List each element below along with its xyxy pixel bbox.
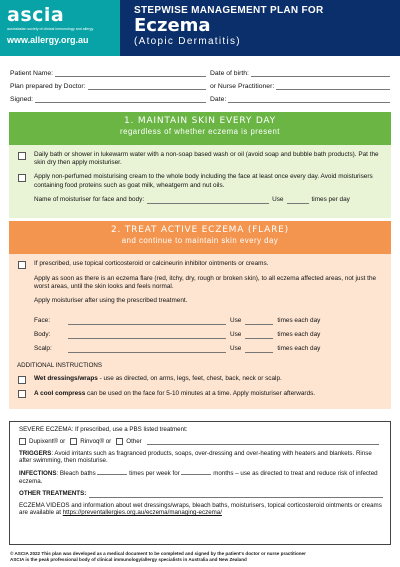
nurse-practitioner-field[interactable] bbox=[276, 82, 390, 90]
flare-instruction: Apply as soon as there is an eczema flare (red, itchy, dry, rough or broken skin), to all eczema affected areas, not just the worst areas, until the skin looks and feels normal. bbox=[34, 274, 377, 290]
page-title: Eczema bbox=[134, 15, 211, 36]
patient-name-field[interactable] bbox=[55, 69, 206, 77]
other-label: Other bbox=[126, 437, 142, 445]
use-label: Use bbox=[272, 195, 284, 203]
bleach-months-field[interactable] bbox=[181, 469, 211, 475]
checklist-item bbox=[18, 390, 381, 399]
title-subtitle: (Atopic Dermatitis) bbox=[134, 36, 241, 47]
infections-label: INFECTIONS bbox=[19, 470, 57, 478]
wet-dressings-text: - use as directed, on arms, legs, feet, chest, back, neck or scalp. bbox=[97, 375, 282, 383]
moisturiser-name-field[interactable] bbox=[147, 198, 269, 204]
footer-copyright: © ASCIA 2022 This plan was developed as a medical document to be completed and signed by the patient's doctor or nurse practitioner bbox=[10, 551, 306, 556]
body-row bbox=[18, 325, 381, 339]
ascia-brand bbox=[0, 0, 120, 56]
dupixent-option[interactable] bbox=[19, 438, 65, 446]
infections-text: months – use as directed to treat and reduce risk of infected eczema. bbox=[19, 470, 378, 485]
bleach-baths-label: : Bleach baths bbox=[56, 470, 96, 478]
section-2-header bbox=[9, 221, 391, 254]
section-1-header bbox=[9, 112, 391, 145]
times-each-day-label: times each day bbox=[277, 344, 321, 352]
other-treatments-label: OTHER TREATMENTS: bbox=[19, 489, 87, 497]
section-treat-eczema bbox=[9, 221, 391, 409]
severe-eczema-title: SEVERE ECZEMA: If prescribed, use a PBS listed treatment: bbox=[19, 426, 188, 433]
rinvoq-checkbox[interactable] bbox=[70, 438, 77, 445]
times-per-day-label: times per day bbox=[311, 195, 350, 203]
doctor-field[interactable] bbox=[88, 82, 206, 90]
moisturiser-name-label: Name of moisturiser for face and body: bbox=[34, 195, 145, 203]
header bbox=[0, 0, 400, 56]
section-1-subtitle: regardless of whether eczema is present bbox=[120, 127, 280, 136]
patient-fields bbox=[10, 64, 390, 103]
checklist-item bbox=[18, 375, 381, 384]
moisturiser-frequency-field[interactable] bbox=[287, 198, 309, 204]
wet-dressings-label: Wet dressings/wraps bbox=[34, 375, 98, 383]
additional-instructions bbox=[18, 362, 381, 398]
face-frequency-field[interactable] bbox=[245, 319, 273, 325]
date-field[interactable] bbox=[228, 95, 390, 103]
scalp-label: Scalp: bbox=[34, 344, 52, 352]
face-treatment-field[interactable] bbox=[68, 319, 226, 325]
bath-checkbox[interactable] bbox=[18, 152, 26, 160]
section-2-subtitle: and continue to maintain skin every day bbox=[121, 236, 279, 245]
corticosteroid-instruction: If prescribed, use topical corticosteroid or calcineurin inhibitor ointments or creams. bbox=[34, 260, 269, 267]
other-treatment-field[interactable] bbox=[147, 439, 379, 445]
rinvoq-label: Rinvoq® or bbox=[80, 437, 112, 445]
use-label: Use bbox=[230, 316, 242, 324]
footer-ascia-note: ASCIA is the peak professional body of clinical immunology/allergy specialists in Australia and New Zealand bbox=[10, 556, 247, 562]
doctor-label: Plan prepared by Doctor: bbox=[10, 83, 86, 90]
section-maintain-skin bbox=[9, 112, 391, 218]
scalp-frequency-field[interactable] bbox=[245, 347, 273, 353]
moisturiser-checkbox[interactable] bbox=[18, 174, 26, 182]
other-option[interactable] bbox=[116, 438, 141, 446]
triggers-text: : Avoid irritants such as fragranced products, soaps, over-dressing and over-heating with heaters and blankets. Rinse after swimming, then moisturise. bbox=[19, 449, 372, 465]
face-label: Face: bbox=[34, 316, 50, 324]
signed-field[interactable] bbox=[35, 95, 206, 103]
after-treatment-instruction: Apply moisturiser after using the prescribed treatment. bbox=[34, 296, 188, 304]
times-per-week-label: times per week for bbox=[129, 470, 180, 478]
title-block bbox=[120, 0, 400, 56]
date-label: Date: bbox=[210, 96, 227, 103]
use-label: Use bbox=[230, 330, 242, 338]
bleach-frequency-field[interactable] bbox=[97, 469, 127, 475]
other-checkbox[interactable] bbox=[116, 438, 123, 445]
dupixent-checkbox[interactable] bbox=[19, 438, 26, 445]
bath-instruction: Daily bath or shower in lukewarm water with a non-soap based wash or oil (avoid soap and bubble bath products). Pat the skin dry then apply moisturiser. bbox=[34, 151, 379, 167]
dob-label: Date of birth: bbox=[210, 70, 249, 77]
use-label: Use bbox=[230, 344, 242, 352]
cool-compress-checkbox[interactable] bbox=[18, 390, 26, 398]
ascia-logo: ascia bbox=[7, 4, 65, 26]
ascia-tagline: australasian society of clinical immunology and allergy bbox=[7, 27, 94, 31]
other-treatments-field[interactable] bbox=[89, 492, 383, 498]
triggers-label: TRIGGERS bbox=[19, 449, 52, 457]
footer bbox=[10, 551, 390, 562]
cool-compress-label: A cool compress bbox=[34, 389, 86, 397]
face-row bbox=[18, 311, 381, 325]
patient-name-label: Patient Name: bbox=[10, 70, 54, 77]
eczema-info-link[interactable]: https://preventallergies.org.au/eczema/managing-eczema/ bbox=[62, 509, 222, 517]
title-top: STEPWISE MANAGEMENT PLAN FOR bbox=[134, 5, 324, 16]
cool-compress-text: can be used on the face for 5-10 minutes at a time. Apply moisturiser afterwards. bbox=[85, 389, 316, 397]
dob-field[interactable] bbox=[251, 69, 390, 77]
section-2-title: 2. TREAT ACTIVE ECZEMA (FLARE) bbox=[111, 225, 289, 235]
scalp-row bbox=[18, 339, 381, 353]
body-frequency-field[interactable] bbox=[245, 333, 273, 339]
checklist-item bbox=[18, 151, 381, 167]
videos-text: ECZEMA VIDEOS and information about wet dressings/wraps, bleach baths, moisturisers, topical corticosteroid ointments or creams are available at bbox=[19, 501, 382, 517]
section-1-title: 1. MAINTAIN SKIN EVERY DAY bbox=[124, 116, 276, 126]
body-treatment-field[interactable] bbox=[68, 333, 226, 339]
additional-instructions-title: ADDITIONAL INSTRUCTIONS bbox=[17, 362, 103, 370]
nurse-practitioner-label: or Nurse Practitioner: bbox=[210, 83, 275, 90]
times-each-day-label: times each day bbox=[277, 330, 321, 338]
checklist-item bbox=[18, 173, 381, 189]
scalp-treatment-field[interactable] bbox=[68, 347, 226, 353]
moisturiser-instruction: Apply non-perfumed moisturising cream to the whole body including the face at least once every day. Avoid moisturisers containing food proteins such as goat milk, wheatgerm and nut oils. bbox=[34, 173, 373, 189]
ascia-website[interactable]: www.allergy.org.au bbox=[7, 35, 89, 45]
dupixent-label: Dupixent® or bbox=[29, 437, 66, 445]
rinvoq-option[interactable] bbox=[70, 438, 111, 446]
severe-eczema-box bbox=[9, 421, 391, 545]
signed-label: Signed: bbox=[10, 96, 34, 103]
wet-dressings-checkbox[interactable] bbox=[18, 376, 26, 384]
corticosteroid-checkbox[interactable] bbox=[18, 261, 26, 269]
times-each-day-label: times each day bbox=[277, 316, 321, 324]
checklist-item bbox=[18, 260, 381, 269]
body-label: Body: bbox=[34, 330, 51, 338]
